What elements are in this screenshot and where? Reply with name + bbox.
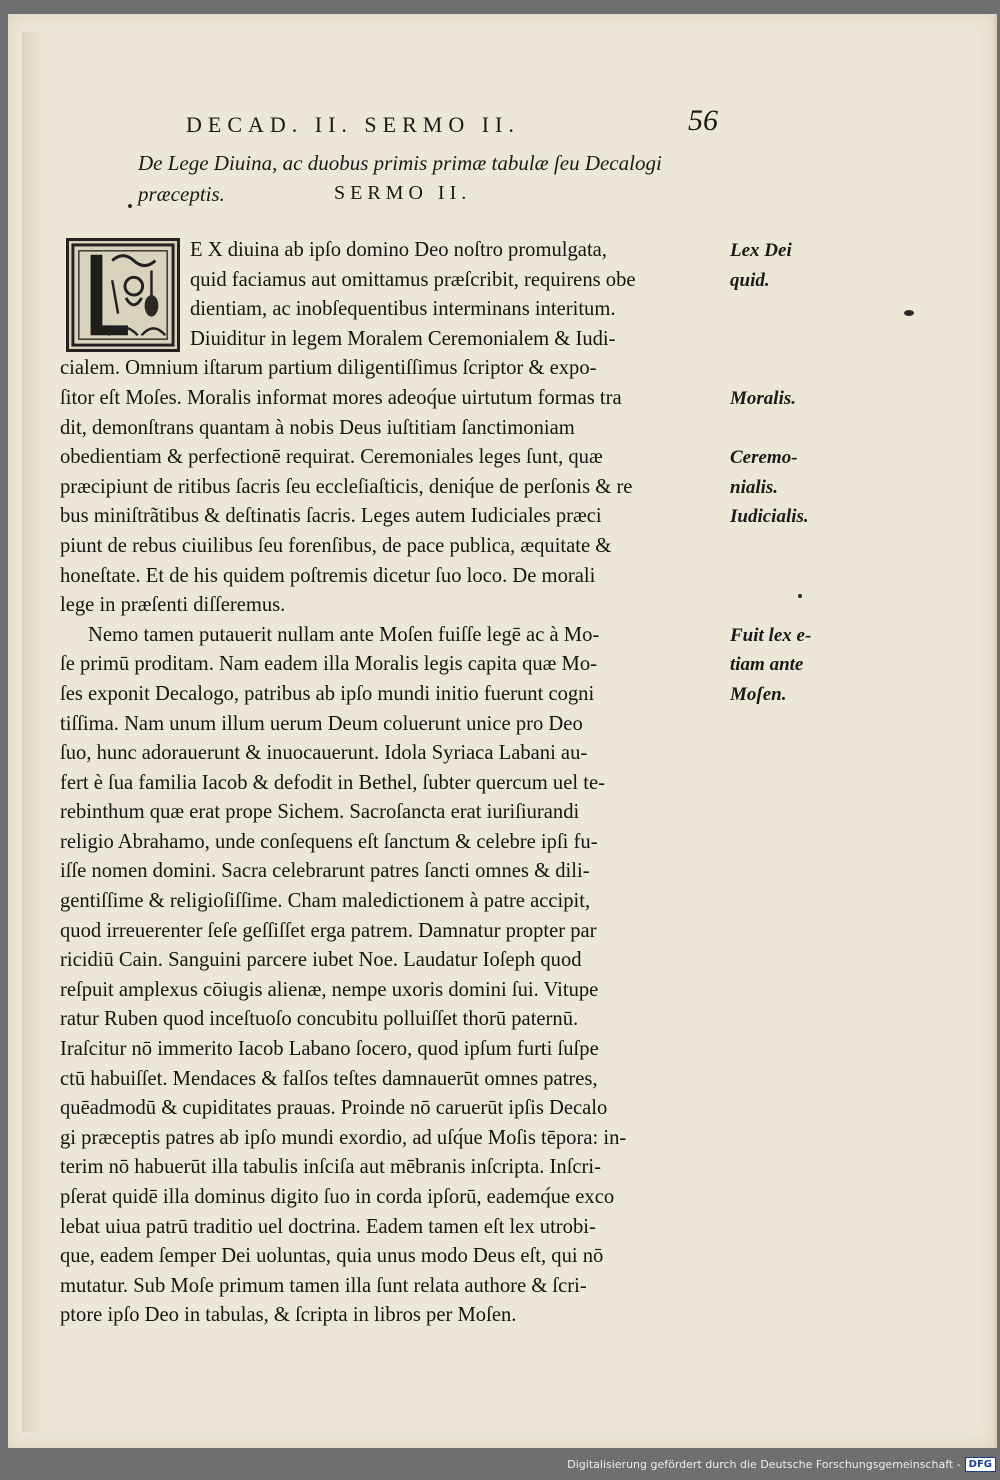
margin-note: Fuit lex e- — [730, 624, 812, 646]
text-line: bus miniſtrãtibus & deſtinatis ſacris. Leges autem Iudiciales præci — [60, 505, 602, 528]
text-line: quod irreuerenter ſeſe geſſiſſet erga patrem. Damnatur propter par — [60, 919, 597, 942]
text-line: iſſe nomen domini. Sacra celebrarunt patres ſancti omnes & dili- — [60, 860, 590, 883]
ink-speck — [904, 310, 914, 316]
text-line: que, eadem ſemper Dei uoluntas, quia unus modo Deus eſt, qui nō — [60, 1245, 604, 1268]
ink-speck — [128, 204, 132, 208]
margin-note: Ceremo- — [730, 447, 798, 469]
text-line: cialem. Omnium iſtarum partium diligentiſſimus ſcriptor & expo- — [60, 357, 597, 380]
dfg-logo-icon: DFG — [965, 1457, 996, 1472]
text-line: ricidiū Cain. Sanguini parcere iubet Noe. Laudatur Ioſeph quod — [60, 949, 582, 972]
margin-note: tiam ante — [730, 654, 804, 676]
margin-note: Moſen. — [730, 684, 787, 705]
margin-note: Iudicialis. — [730, 506, 809, 528]
margin-note: Moralis. — [730, 388, 796, 409]
text-line: rebinthum quæ erat prope Sichem. Sacroſancta erat iuriſiurandi — [60, 801, 580, 824]
text-line: Nemo tamen putauerit nullam ante Moſen fuiſſe legē ac à Mo- — [88, 623, 600, 646]
book-page — [8, 14, 997, 1448]
text-line: terim nō habuerūt illa tabulis inſciſa aut mēbranis inſcripta. Inſcri- — [60, 1156, 601, 1179]
sermon-title-line-1: De Lege Diuina, ac duobus primis primæ tabulæ ſeu Decalogi — [138, 151, 662, 175]
text-line: piunt de rebus ciuilibus ſeu forenſibus, de pace publica, æquitate & — [60, 534, 612, 557]
text-line: quēadmodū & cupiditates prauas. Proinde nō caruerūt ipſis Decalo — [60, 1097, 608, 1120]
text-line: reſpuit amplexus cōiugis alienæ, nempe uxoris domini ſui. Vitupe — [60, 978, 599, 1001]
text-line: quid faciamus aut omittamus præſcribit, requirens obe — [190, 268, 636, 291]
digitization-credit — [567, 1454, 996, 1474]
margin-note: Lex Dei — [730, 240, 792, 261]
text-line: ptore ipſo Deo in tabulas, & ſcripta in libros per Moſen. — [60, 1304, 517, 1327]
text-line: lege in præſenti diſſeremus. — [60, 594, 286, 617]
page-number: 56 — [688, 104, 718, 137]
text-line: ratur Ruben quod inceſtuoſo concubitu polluiſſet thorū paternū. — [60, 1008, 579, 1031]
text-line: gi præceptis patres ab ipſo mundi exordio, ad uſq́ue Moſis tēpora: in- — [60, 1126, 627, 1149]
text-line: Diuiditur in legem Moralem Ceremonialem & Iudi- — [190, 327, 616, 350]
text-line: fert è ſua familia Iacob & defodit in Bethel, ſubter quercum uel te- — [60, 771, 605, 794]
text-line: pſerat quidē illa dominus digito ſuo in corda ipſorū, eademq́ue exco — [60, 1186, 615, 1208]
text-line: ſes exponit Decalogo, patribus ab ipſo mundi initio fuerunt cogni — [60, 682, 595, 705]
margin-note: nialis. — [730, 476, 779, 498]
text-line: gentiſſime & religioſiſſime. Cham maledictionem à patre accipit, — [60, 890, 591, 913]
running-head — [8, 100, 994, 140]
text-line: ſuo, hunc adorauerunt & inuocauerunt. Idola Syriaca Labani au- — [60, 742, 588, 765]
sermon-title-line-2: præceptis. — [138, 182, 225, 206]
text-line: honeſtate. Et de his quidem poſtremis dicetur ſuo loco. De morali — [60, 564, 596, 587]
text-line: obedientiam & perfectionē requirat. Ceremoniales leges ſunt, quæ — [60, 446, 603, 469]
digitization-credit-text: Digitalisierung gefördert durch die Deutsche Forschungsgemeinschaft - — [567, 1457, 961, 1471]
text-line: lebat uiua patrū traditio uel doctrina. Eadem tamen eſt lex utrobi- — [60, 1215, 596, 1238]
text-line: præcipiunt de ritibus ſacris ſeu eccleſiaſticis, deniq́ue de perſonis & re — [60, 475, 633, 498]
page-gutter-shadow — [22, 32, 40, 1432]
text-line: religio Abrahamo, unde conſequens eſt ſanctum & celebre ipſi fu- — [60, 830, 598, 853]
text-line: Iraſcitur nō immerito Iacob Labano ſocero, quod ipſum furti ſuſpe — [60, 1038, 599, 1061]
text-line: dientiam, ac inobſequentibus interminans interitum. — [190, 298, 616, 321]
margin-note: quid. — [730, 269, 770, 291]
sermon-body-text — [60, 236, 720, 1331]
text-line: ctū habuiſſet. Mendaces & falſos teſtes damnauerūt omnes patres, — [60, 1067, 598, 1090]
text-line: tiſſima. Nam unum illum uerum Deum coluerunt unice pro Deo — [60, 712, 583, 735]
text-line: mutatur. Sub Moſe primum tamen illa ſunt relata authore & ſcri- — [60, 1274, 587, 1297]
running-head-text: DECAD. II. SERMO II. — [186, 112, 520, 137]
text-line: ſe primū proditam. Nam eadem illa Moralis legis capita quæ Mo- — [60, 653, 598, 676]
sermo-label: SERMO II. — [334, 182, 472, 204]
ink-speck — [798, 594, 802, 598]
text-line: dit, demonſtrans quantam à nobis Deus iuſtitiam ſanctimoniam — [60, 416, 575, 439]
text-line: ſitor eſt Moſes. Moralis informat mores adeoq́ue uirtutum formas tra — [60, 386, 622, 409]
text-line: E X diuina ab ipſo domino Deo noſtro promulgata, — [190, 239, 607, 261]
